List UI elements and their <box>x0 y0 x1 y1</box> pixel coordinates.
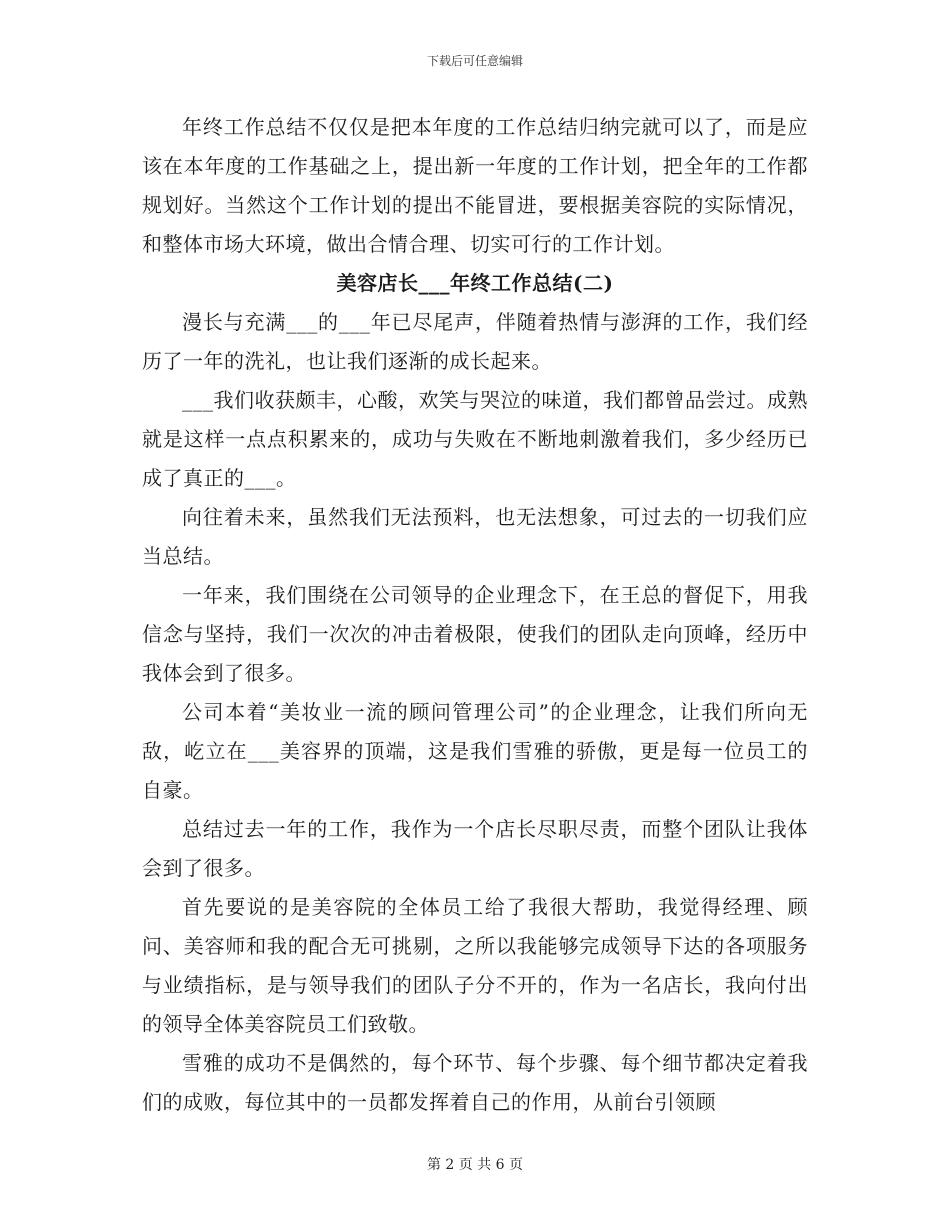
paragraph: 雪雅的成功不是偶然的，每个环节、每个步骤、每个细节都决定着我们的成败，每位其中的一员都发挥着自己的作用，从前台引领顾 <box>142 1051 808 1114</box>
document-body <box>142 108 808 1122</box>
paragraph: 首先要说的是美容院的全体员工给了我很大帮助，我觉得经理、顾问、美容师和我的配合无可挑剔，之所以我能够完成领导下达的各项服务与业绩指标，是与领导我们的团队子分不开的，作为一名店长，我向付出的领导全体美容院员工们致敬。 <box>142 895 808 1036</box>
paragraph: ___我们收获颇丰，心酸，欢笑与哭泣的味道，我们都曾品尝过。成熟就是这样一点点积累来的，成功与失败在不断地刺激着我们，多少经历已成了真正的___。 <box>142 388 808 490</box>
paragraph: 漫长与充满___的___年已尽尾声，伴随着热情与澎湃的工作，我们经历了一年的洗礼，也让我们逐渐的成长起来。 <box>142 310 808 373</box>
page-header-note: 下载后可任意编辑 <box>426 54 523 68</box>
section-title: 美容店长___年终工作总结(二) <box>336 271 614 295</box>
page-number: 第 2 页 共 6 页 <box>426 1157 524 1173</box>
paragraph: 一年来，我们围绕在公司领导的企业理念下，在王总的督促下，用我信念与坚持，我们一次次的冲击着极限，使我们的团队走向顶峰，经历中我体会到了很多。 <box>142 583 808 685</box>
paragraph: 向往着未来，虽然我们无法预料，也无法想象，可过去的一切我们应当总结。 <box>142 505 808 568</box>
intro-paragraph: 年终工作总结不仅仅是把本年度的工作总结归纳完就可以了，而是应该在本年度的工作基础之上，提出新一年度的工作计划，把全年的工作都规划好。当然这个工作计划的提出不能冒进，要根据美容院的实际情况，和整体市场大环境，做出合情合理、切实可行的工作计划。 <box>142 115 808 256</box>
paragraph: 公司本着“美妆业一流的顾问管理公司”的企业理念，让我们所向无敌，屹立在___美容界的顶端，这是我们雪雅的骄傲，更是每一位员工的自豪。 <box>142 700 808 802</box>
paragraph: 总结过去一年的工作，我作为一个店长尽职尽责，而整个团队让我体会到了很多。 <box>142 817 808 880</box>
